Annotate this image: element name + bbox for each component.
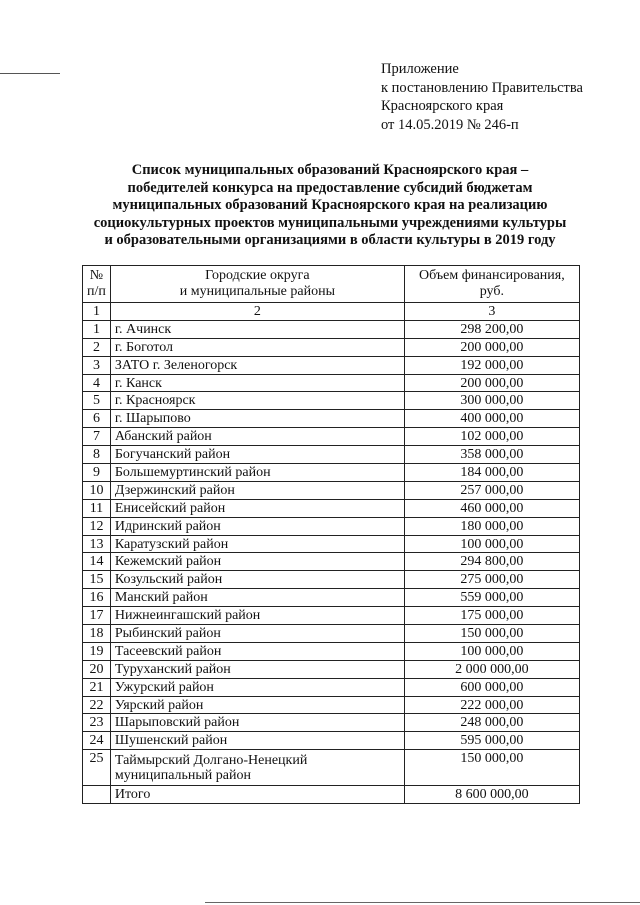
appendix-line-2: к постановлению Правительства <box>381 79 583 96</box>
row-municipality: Абанский район <box>110 428 404 446</box>
row-number: 17 <box>83 607 111 625</box>
row-number: 12 <box>83 517 111 535</box>
row-municipality: Богучанский район <box>110 446 404 464</box>
row-municipality: Идринский район <box>110 517 404 535</box>
document-title <box>60 162 600 250</box>
row-number: 13 <box>83 535 111 553</box>
row-municipality: Козульский район <box>110 571 404 589</box>
row-municipality <box>110 750 404 786</box>
row-number: 3 <box>83 356 111 374</box>
row-number: 11 <box>83 499 111 517</box>
row-amount: 248 000,00 <box>404 714 579 732</box>
table-row <box>83 446 580 464</box>
row-municipality: г. Ачинск <box>110 320 404 338</box>
title-line-5: и образовательными организациями в области культуры в 2019 году <box>104 232 556 248</box>
row-municipality: Манский район <box>110 589 404 607</box>
table-row <box>83 320 580 338</box>
row-number: 24 <box>83 732 111 750</box>
row-municipality-line-2: муниципальный район <box>114 767 251 783</box>
row-amount: 200 000,00 <box>404 338 579 356</box>
row-municipality: Туруханский район <box>110 660 404 678</box>
table-row <box>83 696 580 714</box>
header-number-line-1: № <box>89 268 104 283</box>
row-number: 16 <box>83 589 111 607</box>
table-row <box>83 750 580 786</box>
row-amount: 257 000,00 <box>404 481 579 499</box>
table-row <box>83 428 580 446</box>
row-amount: 222 000,00 <box>404 696 579 714</box>
row-municipality: г. Красноярск <box>110 392 404 410</box>
row-amount: 294 800,00 <box>404 553 579 571</box>
table-row <box>83 607 580 625</box>
table-row <box>83 481 580 499</box>
total-number-cell <box>83 786 111 804</box>
row-amount: 275 000,00 <box>404 571 579 589</box>
row-municipality: Енисейский район <box>110 499 404 517</box>
table-row <box>83 571 580 589</box>
title-line-1: Список муниципальных образований Красноярского края – <box>131 162 529 178</box>
table-row <box>83 499 580 517</box>
appendix-line-4: от 14.05.2019 № 246-п <box>381 116 519 133</box>
row-municipality: ЗАТО г. Зеленогорск <box>110 356 404 374</box>
table-row <box>83 356 580 374</box>
table-row <box>83 642 580 660</box>
table-row <box>83 589 580 607</box>
row-number: 1 <box>83 320 111 338</box>
row-number: 9 <box>83 464 111 482</box>
table-header-row <box>83 266 580 303</box>
row-number: 19 <box>83 642 111 660</box>
table-row <box>83 392 580 410</box>
table-row <box>83 410 580 428</box>
row-amount: 175 000,00 <box>404 607 579 625</box>
table-row <box>83 338 580 356</box>
table-row <box>83 714 580 732</box>
table-row <box>83 625 580 643</box>
row-amount: 460 000,00 <box>404 499 579 517</box>
table-row <box>83 535 580 553</box>
column-index-row <box>83 303 580 321</box>
row-number: 23 <box>83 714 111 732</box>
appendix-line-1: Приложение <box>381 61 459 77</box>
header-amount-line-1: Объем финансирования, <box>419 268 565 283</box>
column-index-2: 2 <box>110 303 404 321</box>
row-amount: 600 000,00 <box>404 678 579 696</box>
table-row <box>83 553 580 571</box>
table-row <box>83 660 580 678</box>
row-amount: 400 000,00 <box>404 410 579 428</box>
total-label: Итого <box>110 786 404 804</box>
row-amount: 184 000,00 <box>404 464 579 482</box>
total-amount: 8 600 000,00 <box>404 786 579 804</box>
row-number: 21 <box>83 678 111 696</box>
row-amount: 298 200,00 <box>404 320 579 338</box>
row-municipality-line-1: Таймырский Долгано-Ненецкий <box>114 752 308 768</box>
title-line-4: социокультурных проектов муниципальными учреждениями культуры <box>93 214 567 231</box>
header-number-line-2: п/п <box>87 284 106 299</box>
table-row <box>83 517 580 535</box>
row-amount: 100 000,00 <box>404 535 579 553</box>
header-municipality-line-1: Городские округа <box>205 268 310 283</box>
row-number: 18 <box>83 625 111 643</box>
row-municipality: Нижнеингашский район <box>110 607 404 625</box>
bottom-rule <box>205 902 640 903</box>
column-index-1: 1 <box>83 303 111 321</box>
row-municipality: г. Боготол <box>110 338 404 356</box>
column-index-3: 3 <box>404 303 579 321</box>
header-municipality <box>110 266 404 303</box>
row-municipality: Дзержинский район <box>110 481 404 499</box>
row-municipality: Шушенский район <box>110 732 404 750</box>
row-amount: 192 000,00 <box>404 356 579 374</box>
row-number: 14 <box>83 553 111 571</box>
title-line-2: победителей конкурса на предоставление субсидий бюджетам <box>127 179 533 196</box>
row-number: 15 <box>83 571 111 589</box>
row-municipality: Каратузский район <box>110 535 404 553</box>
total-row <box>83 786 580 804</box>
row-amount: 2 000 000,00 <box>404 660 579 678</box>
header-municipality-line-2: и муниципальные районы <box>179 284 335 299</box>
row-number: 20 <box>83 660 111 678</box>
row-amount: 200 000,00 <box>404 374 579 392</box>
row-amount: 559 000,00 <box>404 589 579 607</box>
header-amount <box>404 266 579 303</box>
row-number: 7 <box>83 428 111 446</box>
row-amount: 150 000,00 <box>404 750 579 786</box>
row-number: 10 <box>83 481 111 499</box>
row-number: 25 <box>83 750 111 786</box>
row-amount: 102 000,00 <box>404 428 579 446</box>
funding-table <box>82 265 580 804</box>
row-number: 22 <box>83 696 111 714</box>
row-municipality: г. Шарыпово <box>110 410 404 428</box>
table-row <box>83 464 580 482</box>
row-municipality: Рыбинский район <box>110 625 404 643</box>
row-number: 2 <box>83 338 111 356</box>
row-amount: 300 000,00 <box>404 392 579 410</box>
row-number: 6 <box>83 410 111 428</box>
row-amount: 150 000,00 <box>404 625 579 643</box>
appendix-line-3: Красноярского края <box>381 98 504 114</box>
row-municipality: Кежемский район <box>110 553 404 571</box>
row-amount: 595 000,00 <box>404 732 579 750</box>
appendix-header <box>381 60 583 134</box>
row-amount: 100 000,00 <box>404 642 579 660</box>
table-row <box>83 374 580 392</box>
row-municipality: Большемуртинский район <box>110 464 404 482</box>
header-number <box>83 266 111 303</box>
header-amount-line-2: руб. <box>479 284 504 299</box>
table-row <box>83 678 580 696</box>
row-number: 4 <box>83 374 111 392</box>
row-municipality: Ужурский район <box>110 678 404 696</box>
title-line-3: муниципальных образований Красноярского края на реализацию <box>112 197 548 213</box>
table-row <box>83 732 580 750</box>
row-municipality: Тасеевский район <box>110 642 404 660</box>
row-amount: 180 000,00 <box>404 517 579 535</box>
row-amount: 358 000,00 <box>404 446 579 464</box>
top-left-rule <box>0 73 60 74</box>
row-municipality: г. Канск <box>110 374 404 392</box>
row-municipality: Уярский район <box>110 696 404 714</box>
row-number: 8 <box>83 446 111 464</box>
row-municipality: Шарыповский район <box>110 714 404 732</box>
row-number: 5 <box>83 392 111 410</box>
